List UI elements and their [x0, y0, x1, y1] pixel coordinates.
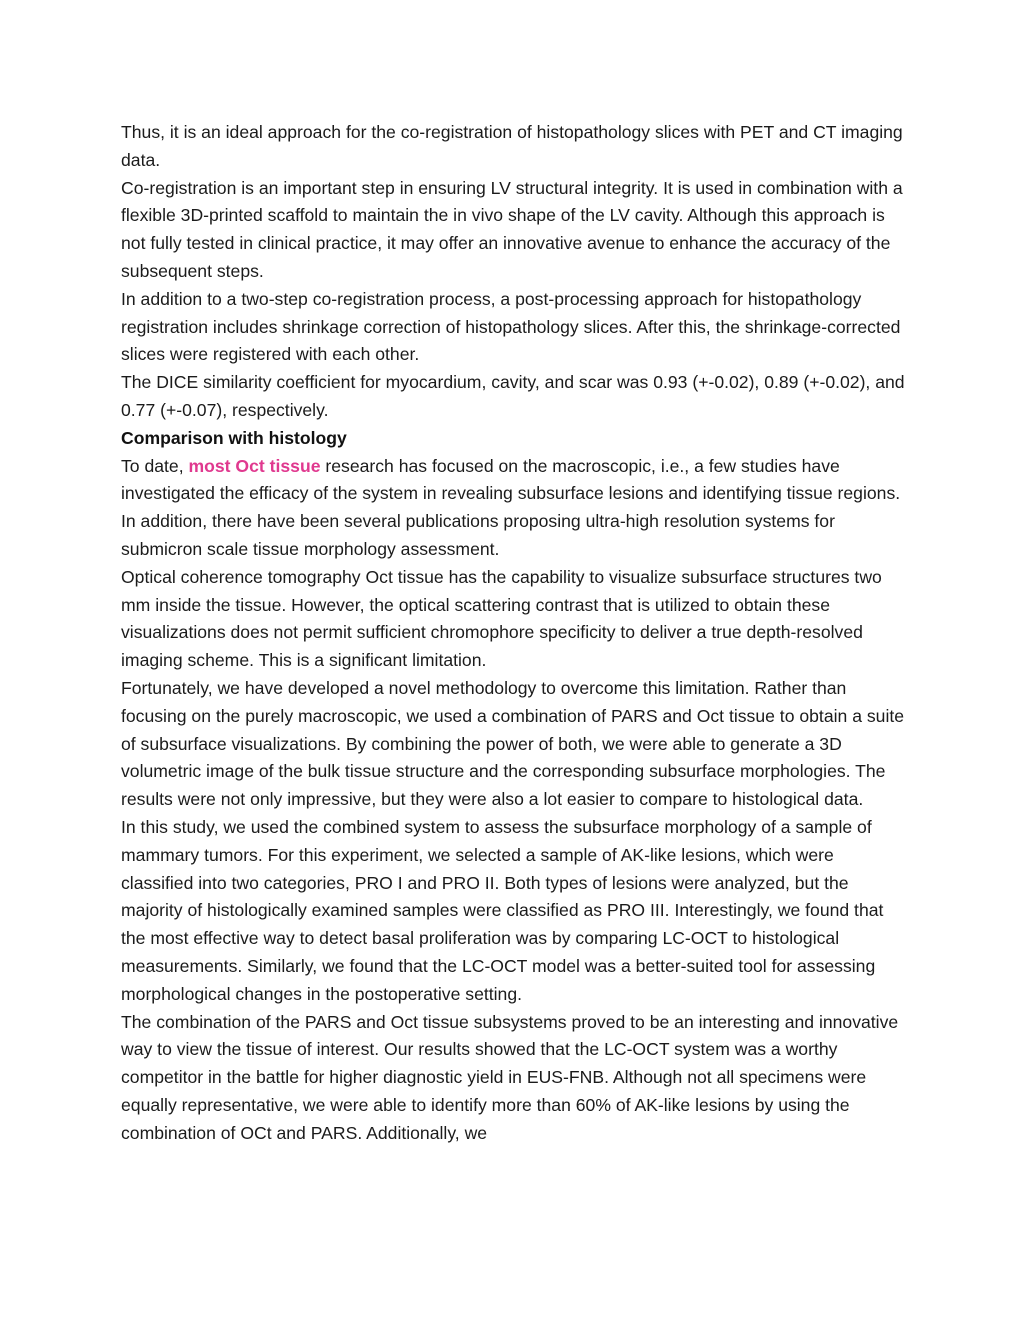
paragraph-to-date	[121, 453, 911, 564]
intro-after: research has focused on the macroscopic, i.e., a few studies have investigated the efficacy of the system in revealing subsurface lesions and identifying tissue regions. In addition, there have been several publications proposing ultra-high resolution systems for submicron scale tissue morphology assessment.	[121, 455, 901, 559]
paragraph-oct-capability: Optical coherence tomography Oct tissue has the capability to visualize subsurface structures two mm inside the tissue. However, the optical scattering contrast that is utilized to obtain these visualizations does not permit sufficient chromophore specificity to deliver a true depth-resolved imaging scheme. This is a significant limitation.	[121, 566, 882, 671]
intro-before: To date,	[121, 455, 189, 476]
paragraph-pars-oct-combination: The combination of the PARS and Oct tissue subsystems proved to be an interesting and innovative way to view the tissue of interest. Our results showed that the LC-OCT system was a worthy competitor in the battle for higher diagnostic yield in EUS-FNB. Although not all specimens were equally representative, we were able to identify more than 60% of AK-like lesions by using the combination of OCt and PARS. Additionally, we	[121, 1011, 899, 1143]
section-heading: Comparison with histology	[121, 427, 347, 448]
paragraph-dice-coefficient: The DICE similarity coefficient for myocardium, cavity, and scar was 0.93 (+-0.02), 0.89 (+-0.02), and 0.77 (+-0.07), respectively.	[121, 372, 905, 420]
paragraph-lv-integrity: Co-registration is an important step in ensuring LV structural integrity. It is used in combination with a flexible 3D-printed scaffold to maintain the in vivo shape of the LV cavity. Although this approach is not fully tested in clinical practice, it may offer an innovative avenue to enhance the accuracy of the subsequent steps.	[121, 177, 903, 281]
highlighted-link-text[interactable]: most Oct tissue	[188, 455, 321, 476]
document-body	[121, 119, 911, 1147]
paragraph-novel-methodology: Fortunately, we have developed a novel methodology to overcome this limitation. Rather than focusing on the purely macroscopic, we used a combination of PARS and Oct tissue to obtain a suite of subsurface visualizations. By combining the power of both, we were able to generate a 3D volumetric image of the bulk tissue structure and the corresponding subsurface morphologies. The results were not only impressive, but they were also a lot easier to compare to histological data.	[121, 677, 905, 810]
paragraph-shrinkage-correction: In addition to a two-step co-registration process, a post-processing approach for histopathology registration includes shrinkage correction of histopathology slices. After this, the shrinkage-corrected slices were registered with each other.	[121, 288, 901, 365]
paragraph-coregistration-intro: Thus, it is an ideal approach for the co-registration of histopathology slices with PET and CT imaging data.	[121, 122, 903, 170]
paragraph-mammary-study: In this study, we used the combined system to assess the subsurface morphology of a sample of mammary tumors. For this experiment, we selected a sample of AK-like lesions, which were classified into two categories, PRO I and PRO II. Both types of lesions were analyzed, but the majority of histologically examined samples were classified as PRO III. Interestingly, we found that the most effective way to detect basal proliferation was by comparing LC-OCT to histological measurements. Similarly, we found that the LC-OCT model was a better-suited tool for assessing morphological changes in the postoperative setting.	[121, 816, 884, 1004]
